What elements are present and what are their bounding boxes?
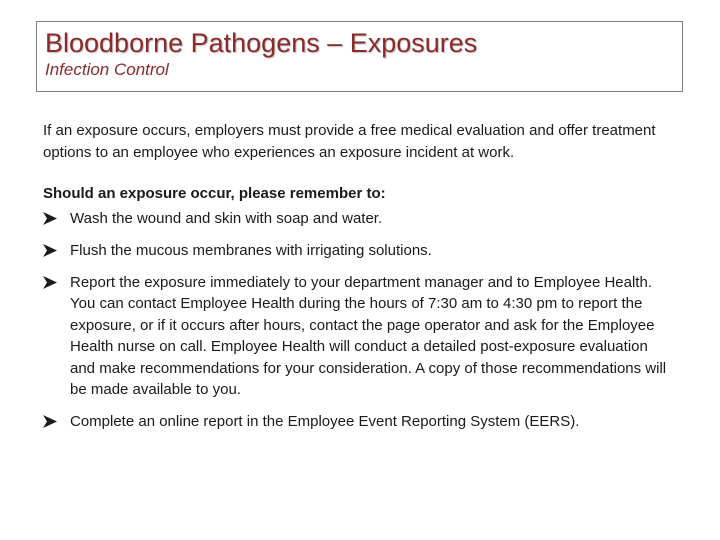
arrow-bullet-icon bbox=[43, 208, 59, 229]
list-item bbox=[43, 240, 668, 262]
list-item-text: Complete an online report in the Employee Event Reporting System (EERS). bbox=[70, 412, 580, 430]
title-box bbox=[36, 21, 683, 92]
list-item bbox=[43, 411, 668, 433]
page-title: Bloodborne Pathogens – Exposures bbox=[45, 28, 478, 58]
list-item-text: Wash the wound and skin with soap and water. bbox=[70, 209, 383, 227]
arrow-bullet-icon bbox=[43, 240, 59, 261]
bullet-list bbox=[43, 208, 668, 433]
lead-text: Should an exposure occur, please remember to: bbox=[43, 185, 386, 202]
intro-paragraph: If an exposure occurs, employers must provide a free medical evaluation and offer treatment options to an employee who experiences an exposure incident at work. bbox=[43, 122, 656, 161]
content-area bbox=[43, 120, 668, 442]
arrow-bullet-icon bbox=[43, 272, 59, 293]
list-item-text: Flush the mucous membranes with irrigating solutions. bbox=[70, 242, 432, 259]
page-subtitle: Infection Control bbox=[45, 60, 169, 79]
list-item-text: Report the exposure immediately to your department manager and to Employee Health. You can contact Employee Health during the hours of 7:30 am to 4:30 pm to report the exposure, or if it occurs after hours, contact the page operator and ask for the Employee Health nurse on call. Employee Health will conduct a detailed post-exposure evaluation and make recommendations for your consideration. A copy of those recommendations will be made available to you. bbox=[70, 273, 667, 398]
arrow-bullet-icon bbox=[43, 411, 59, 432]
list-item bbox=[43, 272, 668, 401]
list-item bbox=[43, 208, 668, 230]
